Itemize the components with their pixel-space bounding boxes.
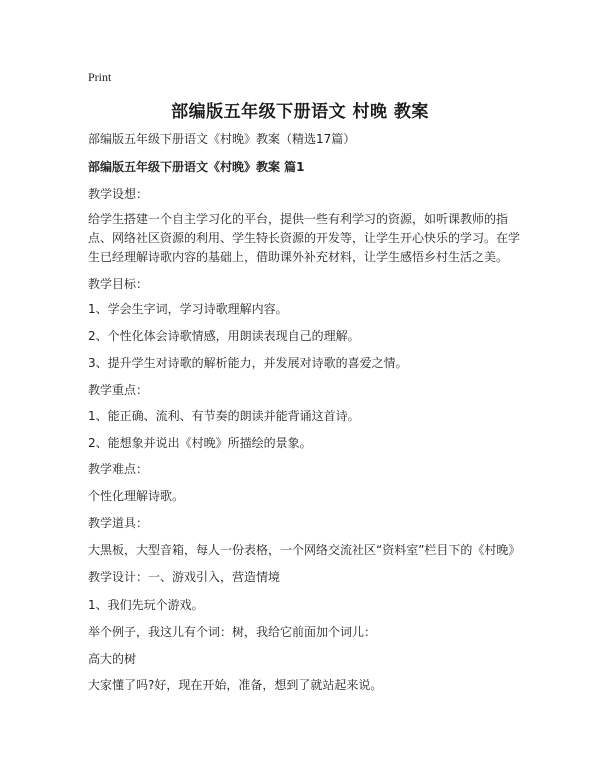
subtitle: 部编版五年级下册语文《村晚》教案（精选17篇） — [88, 132, 356, 146]
paragraph-difficulty: 个性化理解诗歌。 — [88, 489, 185, 503]
paragraph-game-step: 1、我们先玩个游戏。 — [88, 598, 204, 612]
paragraph-objective-1: 1、学会生字词，学习诗歌理解内容。 — [88, 302, 288, 316]
paragraph-start: 大家懂了吗?好，现在开始，准备，想到了就站起来说。 — [88, 678, 383, 692]
paragraph-design: 教学设计：一、游戏引入，营造情境 — [88, 570, 281, 584]
paragraph-key-points-label: 教学重点： — [88, 383, 149, 397]
print-link[interactable]: Print — [88, 70, 112, 84]
paragraph-props: 大黑板，大型音箱，每人一份表格，一个网络交流社区“资料室”栏目下的《村晚》 — [88, 543, 521, 557]
paragraph-teaching-concept: 给学生搭建一个自主学习化的平台，提供一些有利学习的资源，如听课教师的指点、网络社区资源的利用、学生特长资源的开发等，让学生开心快乐的学习。在学生已经理解诗歌内容的基础上，借助课外补充材料，让学生感悟乡村生活之美。 — [88, 212, 521, 264]
page-title: 部编版五年级下册语文 村晚 教案 — [171, 102, 429, 122]
paragraph-key-point-2: 2、能想象并说出《村晚》所描绘的景象。 — [88, 436, 312, 450]
paragraph-objectives-label: 教学目标： — [88, 277, 149, 291]
paragraph-teaching-concept-label: 教学设想： — [88, 187, 149, 201]
paragraph-objective-2: 2、个性化体会诗歌情感，用朗读表现自己的理解。 — [88, 329, 360, 343]
section-heading: 部编版五年级下册语文《村晚》教案 篇1 — [88, 160, 305, 174]
paragraph-objective-3: 3、提升学生对诗歌的解析能力，并发展对诗歌的喜爱之情。 — [88, 356, 408, 370]
paragraph-tall-tree: 高大的树 — [88, 652, 137, 666]
paragraph-difficulty-label: 教学难点： — [88, 462, 149, 476]
paragraph-example: 举个例子，我这儿有个词：树，我给它前面加个词儿： — [88, 625, 377, 639]
paragraph-props-label: 教学道具： — [88, 516, 149, 530]
paragraph-key-point-1: 1、能正确、流利、有节奏的朗读并能背诵这首诗。 — [88, 409, 360, 423]
